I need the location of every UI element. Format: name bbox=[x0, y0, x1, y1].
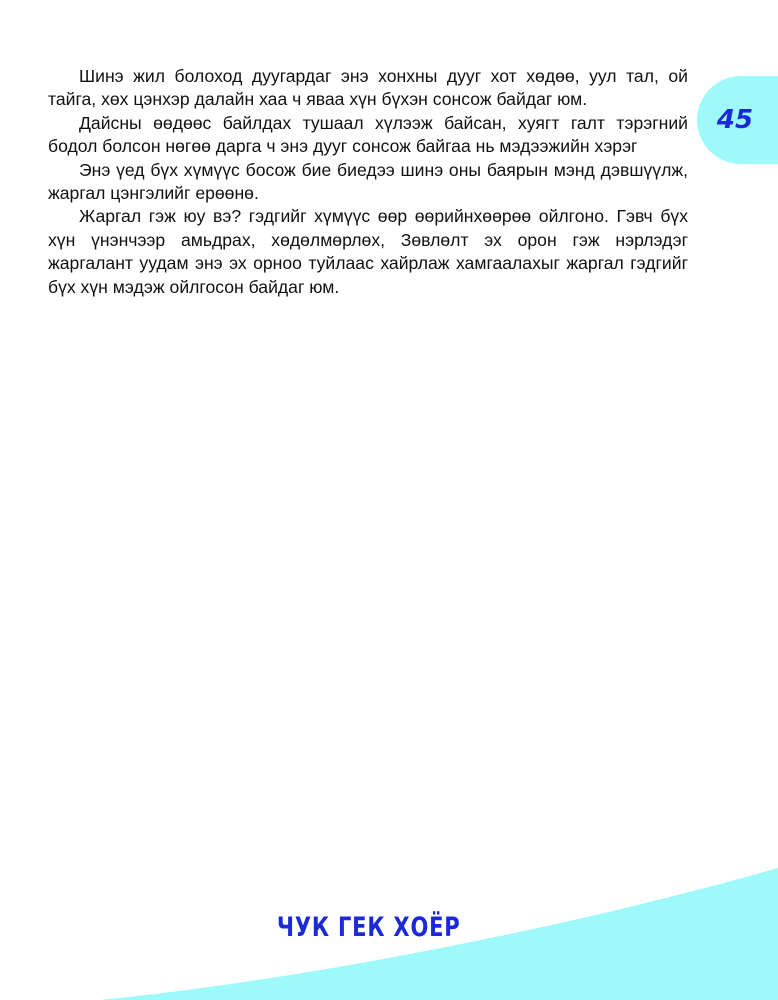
paragraph-3: Энэ үед бүх хүмүүс босож бие биедээ шинэ оны баярын мэнд дэвшүүлж, жаргал цэнгэлийг ерөөнө. bbox=[48, 159, 688, 204]
paragraph-4: Жаргал гэж юу вэ? гэдгийг хүмүүс өөр өөрийнхөөрөө ойлгоно. Гэвч бүх хүн үнэнчээр амьдрах, хөдөлмөрлөх, Зөвлөлт эх орон гэж нэрлэдэг жаргалант уудам энэ эх орноо туйлаас хайрлаж хамгаалахыг жаргал гэдгийг бүх хүн мэдэж ойлгосон байдаг юм. bbox=[48, 206, 688, 297]
story-text bbox=[48, 65, 688, 299]
page-number: 45 bbox=[716, 105, 754, 135]
paragraph-2: Дайсны өөдөөс байлдах тушаал хүлээж байсан, хуягт галт тэрэгний бодол болсон нөгөө дарга ч энэ дууг сонсож байгаа нь мэдээжийн хэрэг bbox=[48, 112, 688, 157]
paragraph-1: Шинэ жил болоход дуугардаг энэ хонхны дууг хот хөдөө, уул тал, ой тайга, хөх цэнхэр далайн хаа ч яваа хүн бүхэн сонсож байдаг юм. bbox=[48, 66, 688, 110]
book-title: ЧУК ГЕК ХОЁР bbox=[277, 912, 461, 943]
